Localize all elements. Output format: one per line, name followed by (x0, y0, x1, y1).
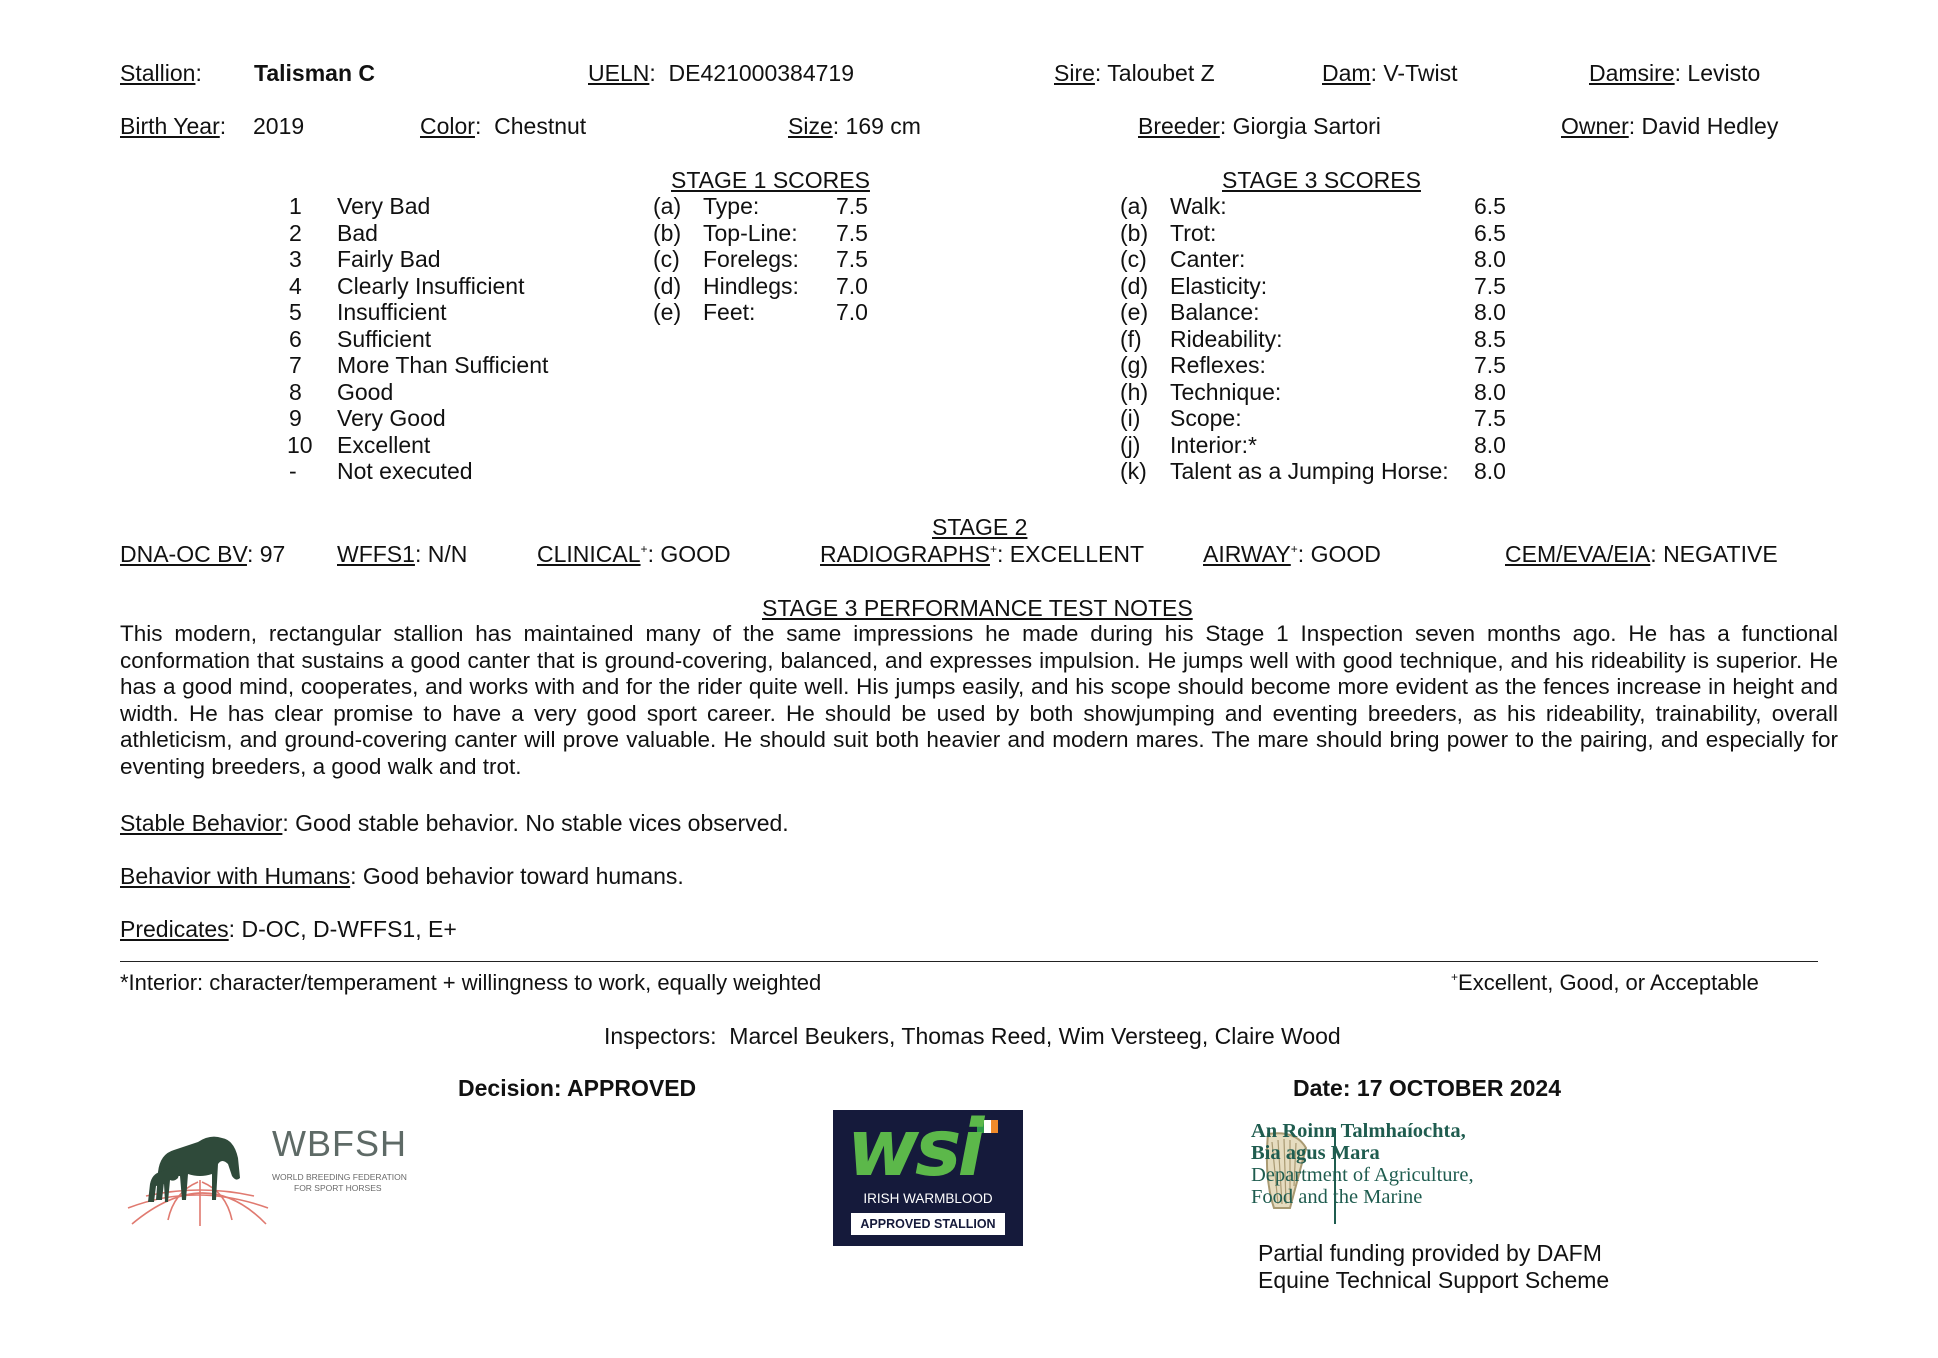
score-label: Top-Line: (703, 219, 798, 246)
wbfsh-line2: FOR SPORT HORSES (294, 1183, 382, 1193)
dna-field: DNA-OC BV: 97 (120, 541, 286, 567)
score-key: (e) (653, 299, 682, 325)
dafm-line2: Bia agus Mara (1251, 1142, 1380, 1164)
score-value: 8.0 (1474, 378, 1506, 405)
size-value: 169 cm (845, 113, 921, 139)
score-label: Feet: (703, 299, 756, 325)
cem-value: NEGATIVE (1663, 541, 1778, 567)
wsi-logo (833, 1104, 1023, 1246)
funding-line2: Equine Technical Support Scheme (1258, 1267, 1610, 1293)
scale-num: 2 (289, 219, 302, 246)
scale-label: Insufficient (337, 299, 447, 325)
scale-num: 1 (289, 193, 302, 219)
scale-num: 6 (289, 325, 302, 352)
score-value: 7.5 (1474, 272, 1506, 299)
plus-mark: + (1290, 542, 1298, 556)
score-key: (b) (1120, 219, 1149, 246)
scale-label: Clearly Insufficient (337, 272, 525, 299)
score-value: 7.5 (836, 246, 868, 272)
dafm-logo-text (1251, 1120, 1474, 1208)
damsire-label: Damsire (1589, 60, 1675, 86)
stable-behavior: Stable Behavior: Good stable behavior. No stable vices observed. (120, 810, 789, 836)
score-value: 6.5 (1474, 219, 1506, 246)
dam-value: V-Twist (1383, 60, 1458, 86)
clinical-field: CLINICAL+: GOOD (537, 541, 731, 567)
plus-mark: + (1451, 970, 1459, 984)
scale-label: Sufficient (337, 325, 432, 352)
cem-field: CEM/EVA/EIA: NEGATIVE (1505, 541, 1778, 567)
stallion-name: Talisman C (254, 60, 375, 86)
airway-value: GOOD (1310, 541, 1381, 567)
wffs-value: N/N (427, 541, 468, 567)
cem-label: CEM/EVA/EIA (1505, 541, 1651, 567)
score-value: 8.0 (1474, 431, 1506, 458)
scale-label: Fairly Bad (337, 246, 441, 272)
color-field: Color: Chestnut (420, 113, 587, 139)
scale-label: More Than Sufficient (337, 352, 549, 378)
inspectors-label: Inspectors: (604, 1023, 717, 1049)
interior-footnote: *Interior: character/temperament + willingness to work, equally weighted (120, 970, 822, 995)
score-key: (b) (653, 219, 682, 246)
dna-value: 97 (259, 541, 286, 567)
scale-num: 4 (289, 272, 302, 299)
scale-label: Very Bad (337, 193, 431, 219)
score-value: 7.0 (836, 299, 868, 325)
score-label: Trot: (1170, 219, 1217, 246)
ueln-field: UELN: DE421000384719 (588, 60, 854, 86)
inspectors (604, 1023, 1341, 1050)
decision: Decision: APPROVED (458, 1075, 697, 1101)
stallion-label: Stallion (120, 60, 196, 86)
score-value: 6.5 (1474, 193, 1506, 219)
score-label: Scope: (1170, 405, 1242, 431)
wsi-subtitle: IRISH WARMBLOOD (863, 1191, 993, 1206)
score-key: (f) (1120, 325, 1142, 352)
score-value: 8.0 (1474, 246, 1506, 272)
scale-num: 8 (289, 378, 302, 405)
score-key: (a) (1120, 193, 1149, 219)
score-label: Forelegs: (703, 246, 799, 272)
wbfsh-line1: WORLD BREEDING FEDERATION (272, 1172, 407, 1182)
wffs-field: WFFS1: N/N (337, 541, 468, 567)
score-key: (c) (1120, 246, 1147, 272)
dam-label: Dam (1322, 60, 1371, 86)
score-label: Talent as a Jumping Horse: (1170, 458, 1449, 484)
plus-footnote-text: Excellent, Good, or Acceptable (1458, 970, 1759, 995)
sire-value: Taloubet Z (1107, 60, 1215, 86)
breeder-value: Giorgia Sartori (1232, 113, 1381, 139)
radiographs-value: EXCELLENT (1009, 541, 1144, 567)
stage3-title: STAGE 3 SCORES (1222, 167, 1421, 193)
scale-num: - (289, 458, 297, 484)
score-key: (h) (1120, 378, 1149, 405)
wffs-label: WFFS1 (337, 541, 415, 567)
score-key: (i) (1120, 405, 1141, 431)
breeder-label: Breeder (1138, 113, 1220, 139)
clinical-value: GOOD (660, 541, 731, 567)
score-label: Reflexes: (1170, 352, 1266, 378)
wsi-title: wsi (847, 1104, 981, 1194)
ueln-value: DE421000384719 (668, 60, 854, 86)
radiographs-field: RADIOGRAPHS+: EXCELLENT (820, 541, 1144, 567)
score-label: Balance: (1170, 299, 1260, 325)
dafm-line4: Food and the Marine (1251, 1186, 1423, 1208)
footnote-divider (120, 961, 1818, 962)
scale-label: Very Good (337, 405, 446, 431)
score-value: 7.5 (1474, 405, 1506, 431)
scale-num: 5 (289, 299, 302, 325)
color-value: Chestnut (494, 113, 587, 139)
dam-field: Dam: V-Twist (1322, 60, 1458, 86)
sire-field: Sire: Taloubet Z (1054, 60, 1215, 86)
score-label: Walk: (1170, 193, 1227, 219)
damsire-value: Levisto (1687, 60, 1761, 86)
score-key: (e) (1120, 299, 1149, 325)
score-label: Canter: (1170, 246, 1246, 272)
score-key: (a) (653, 193, 682, 219)
score-key: (g) (1120, 352, 1149, 378)
score-key: (d) (1120, 272, 1149, 299)
score-label: Type: (703, 193, 760, 219)
size-field: Size: 169 cm (788, 113, 921, 139)
stallion-field: Stallion: (120, 60, 202, 86)
score-value: 7.5 (836, 219, 868, 246)
behavior-humans-label: Behavior with Humans (120, 863, 351, 889)
dafm-line3: Department of Agriculture, (1251, 1164, 1474, 1186)
owner-label: Owner (1561, 113, 1629, 139)
score-label: Interior:* (1170, 431, 1257, 458)
clinical-label: CLINICAL (537, 541, 641, 567)
birth-year-value: 2019 (253, 113, 305, 139)
stage2-title: STAGE 2 (932, 514, 1028, 540)
scale-label: Bad (337, 219, 378, 246)
stage1-title: STAGE 1 SCORES (671, 167, 870, 193)
score-value: 8.5 (1474, 325, 1506, 352)
scale-label: Good (337, 378, 394, 405)
score-label: Technique: (1170, 378, 1282, 405)
inspectors-names: Marcel Beukers, Thomas Reed, Wim Versteeg, Claire Wood (729, 1023, 1341, 1049)
scale-num: 7 (289, 352, 302, 378)
wbfsh-title: WBFSH (272, 1123, 407, 1164)
globe-icon (128, 1180, 268, 1226)
score-key: (d) (653, 272, 682, 299)
funding-line1: Partial funding provided by DAFM (1258, 1240, 1602, 1266)
radiographs-label: RADIOGRAPHS (820, 541, 990, 567)
owner-value: David Hedley (1641, 113, 1779, 139)
score-key: (k) (1120, 458, 1147, 484)
sire-label: Sire (1054, 60, 1095, 86)
predicates-label: Predicates (120, 916, 229, 942)
score-value: 7.0 (836, 272, 868, 299)
dafm-line1: An Roinn Talmhaíochta, (1251, 1120, 1466, 1142)
owner-field: Owner: David Hedley (1561, 113, 1779, 139)
date: Date: 17 OCTOBER 2024 (1293, 1075, 1562, 1101)
score-key: (c) (653, 246, 680, 272)
scale-num: 10 (287, 431, 313, 458)
dna-label: DNA-OC BV (120, 541, 247, 567)
behavior-humans: Behavior with Humans: Good behavior toward humans. (120, 863, 684, 889)
score-value: 7.5 (836, 193, 868, 219)
behavior-humans-value: Good behavior toward humans. (362, 863, 684, 889)
scale-num: 9 (289, 405, 302, 431)
score-value: 7.5 (1474, 352, 1506, 378)
birth-year-label: Birth Year (120, 113, 220, 139)
wsi-badge: APPROVED STALLION (851, 1213, 1005, 1235)
plus-mark: + (989, 542, 997, 556)
scale-num: 3 (289, 246, 302, 272)
predicates-value: D-OC, D-WFFS1, E+ (241, 916, 457, 942)
damsire-field: Damsire: Levisto (1589, 60, 1761, 86)
breeder-field: Breeder: Giorgia Sartori (1138, 113, 1381, 139)
airway-label: AIRWAY (1203, 541, 1291, 567)
score-label: Elasticity: (1170, 272, 1268, 299)
notes-body: This modern, rectangular stallion has maintained many of the same impressions he made during his Stage 1 Inspection seven months ago. He has a functional conformation that sustains a good canter that is ground-covering, balanced, and expresses impulsion. He jumps well with good technique, and his rideability is superior. He has a good mind, cooperates, and works with and for the rider quite well. His jumps easily, and his scope should become more evident as the fences increase in height and width. He has clear promise to have a very good sport career. He should be used by both showjumping and eventing breeders, as his rideability, trainability, overall athleticism, and ground-covering canter will prove valuable. He should suit both heavier and modern mares. The mare should bring power to the pairing, and especially for eventing breeders, a good walk and trot. (120, 621, 1838, 779)
scale-label: Excellent (337, 431, 431, 458)
notes-title: STAGE 3 PERFORMANCE TEST NOTES (762, 595, 1193, 621)
stable-behavior-label: Stable Behavior (120, 810, 283, 836)
predicates: Predicates: D-OC, D-WFFS1, E+ (120, 916, 457, 942)
score-value: 8.0 (1474, 299, 1506, 325)
score-value: 8.0 (1474, 458, 1506, 484)
plus-mark: + (640, 542, 648, 556)
airway-field: AIRWAY+: GOOD (1203, 541, 1381, 567)
ueln-label: UELN (588, 60, 650, 86)
birth-year-field: Birth Year: (120, 113, 227, 139)
score-key: (j) (1120, 431, 1141, 458)
score-label: Rideability: (1170, 325, 1283, 352)
color-label: Color (420, 113, 475, 139)
score-label: Hindlegs: (703, 272, 799, 299)
scale-label: Not executed (337, 458, 473, 484)
size-label: Size (788, 113, 833, 139)
stable-behavior-value: Good stable behavior. No stable vices observed. (295, 810, 789, 836)
plus-footnote (1451, 970, 1759, 996)
